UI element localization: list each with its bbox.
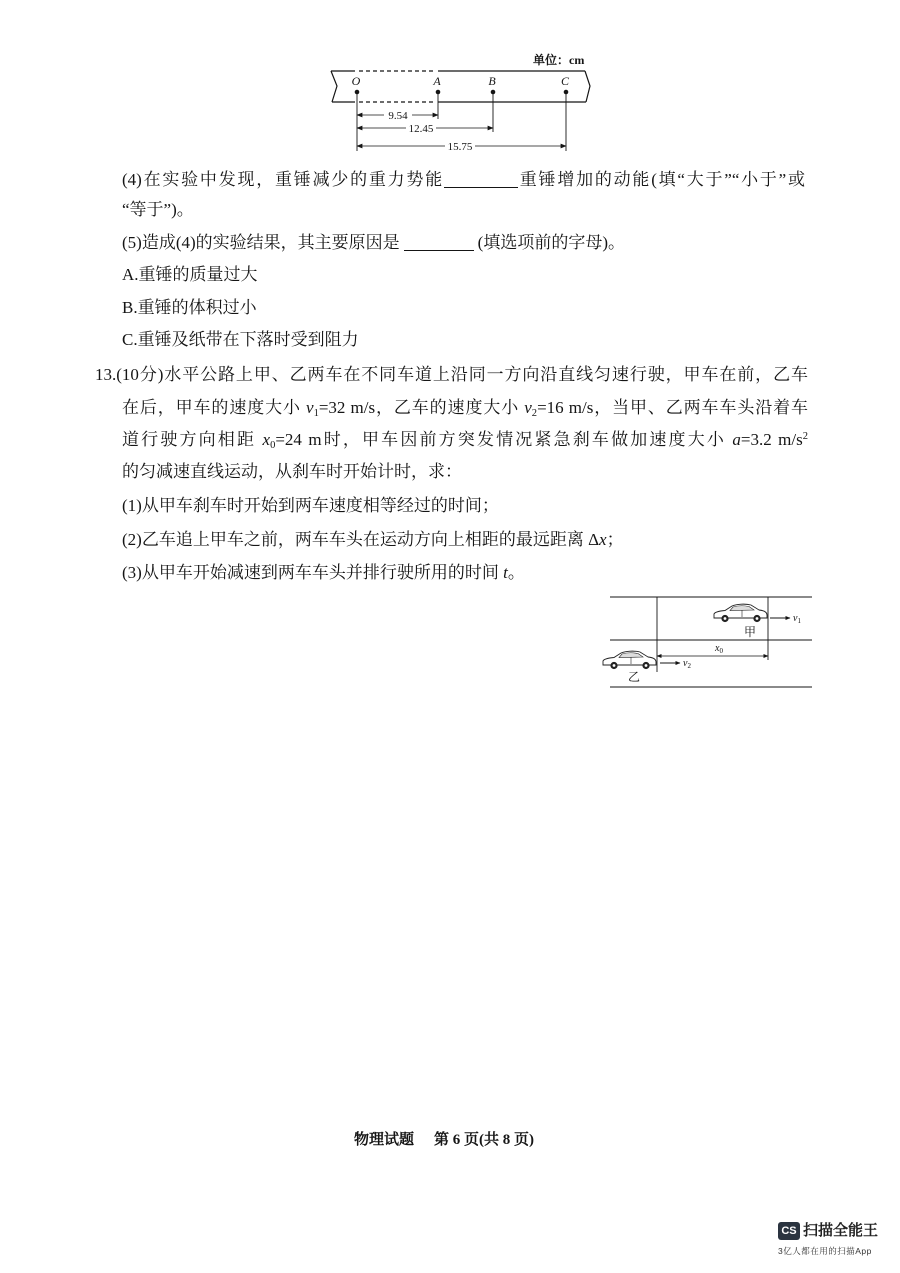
item5-text-before: (5)造成(4)的实验结果，其主要原因是	[122, 233, 400, 252]
subscript: 1	[797, 617, 801, 625]
car-yi-label: 乙	[627, 670, 641, 684]
symbol-v: v	[793, 613, 798, 624]
tape-right-edge	[585, 71, 590, 102]
point-label-o: O	[351, 74, 361, 88]
question12-item5	[122, 232, 625, 254]
car-jia-label: 甲	[743, 625, 757, 639]
footer-page-number: 第 6 页(共 8 页)	[434, 1132, 534, 1148]
subscript: 0	[719, 647, 723, 655]
unit-label: 单位：cm	[533, 53, 585, 67]
sub2-punct: ；	[606, 530, 624, 549]
symbol-t: t	[503, 563, 508, 582]
line2-text-c: =16 m/s，当甲、乙两车车头沿着车	[537, 398, 808, 417]
superscript: 2	[802, 431, 808, 443]
question12-item4-continued: “等于”)。	[122, 200, 194, 219]
question13-line1: 13.(10分)水平公路上甲、乙两车在不同车道上沿同一方向沿直线匀速行驶，甲车在前，乙车	[95, 365, 808, 384]
gap-label	[714, 643, 723, 655]
item4-text-before: (4)在实验中发现，重锤减少的重力势能	[122, 170, 444, 189]
question13-sub3	[122, 562, 525, 584]
tape-left-edge	[331, 71, 337, 102]
sub3-punct: 。	[507, 563, 525, 582]
paper-tape-figure	[318, 48, 602, 158]
question13-sub2	[122, 529, 624, 551]
question13-line4: 的匀减速直线运动，从刹车时开始计时，求：	[122, 462, 462, 481]
item4-text-after: 重锤增加的动能(填“大于”“小于”或	[518, 170, 806, 189]
option-a: A.重锤的质量过大	[122, 265, 258, 284]
line2-text-b: =32 m/s，乙车的速度大小	[318, 398, 525, 417]
symbol-v: v	[683, 658, 688, 669]
tape-points	[352, 74, 570, 94]
paper-tape	[331, 71, 590, 102]
subscript: 1	[313, 407, 319, 419]
question13-line3	[122, 429, 808, 451]
answer-blank	[404, 238, 474, 251]
velocity-label-v1	[793, 613, 801, 625]
subscript: 2	[687, 662, 691, 670]
car-yi	[603, 651, 656, 669]
symbol-v: v	[524, 398, 532, 417]
distance-oc-label: 15.75	[447, 141, 473, 153]
subscript: 0	[270, 439, 276, 451]
distance-ob-label: 12.45	[408, 123, 434, 135]
footer-subject: 物理试题	[353, 1132, 414, 1148]
road-lines	[610, 597, 812, 687]
velocity-label-v2	[683, 658, 691, 670]
option-c: C.重锤及纸带在下落时受到阻力	[122, 330, 359, 349]
page-footer	[0, 1129, 888, 1151]
answer-blank	[444, 175, 518, 188]
question13-line2	[122, 397, 808, 419]
distance-oa-label: 9.54	[388, 110, 408, 122]
line2-text-a: 在后，甲车的速度大小	[122, 398, 307, 417]
line3-text-c: =3.2 m/s	[740, 430, 803, 449]
symbol-x: x	[599, 530, 607, 549]
item5-text-after: (填选项前的字母)。	[477, 233, 625, 252]
point-label-b: B	[488, 74, 496, 88]
point-label-c: C	[560, 74, 570, 88]
question13-sub1: (1)从甲车刹车时开始到两车速度相等经过的时间；	[122, 496, 499, 515]
symbol-a: a	[732, 430, 741, 449]
point-label-a: A	[433, 74, 441, 88]
sub2-text: (2)乙车追上甲车之前，两车车头在运动方向上相距的最远距离 Δ	[122, 530, 600, 549]
line3-text-a: 道行驶方向相距	[122, 430, 263, 449]
symbol-x: x	[262, 430, 271, 449]
car-jia	[714, 604, 767, 622]
line3-text-b: =24 m时，甲车因前方突发情况紧急刹车做加速度大小	[275, 430, 733, 449]
two-cars-figure	[598, 590, 816, 690]
camscanner-slogan: 3亿人都在用的扫描App	[778, 1246, 872, 1256]
option-b: B.重锤的体积过小	[122, 298, 257, 317]
symbol-v: v	[306, 398, 314, 417]
question12-item4	[122, 169, 805, 191]
symbol-x: x	[715, 643, 720, 654]
camscanner-name: 扫描全能王	[803, 1222, 879, 1239]
sub3-text: (3)从甲车开始减速到两车车头并排行驶所用的时间	[122, 563, 504, 582]
camscanner-logo: CS	[778, 1222, 800, 1240]
subscript: 2	[531, 407, 538, 419]
